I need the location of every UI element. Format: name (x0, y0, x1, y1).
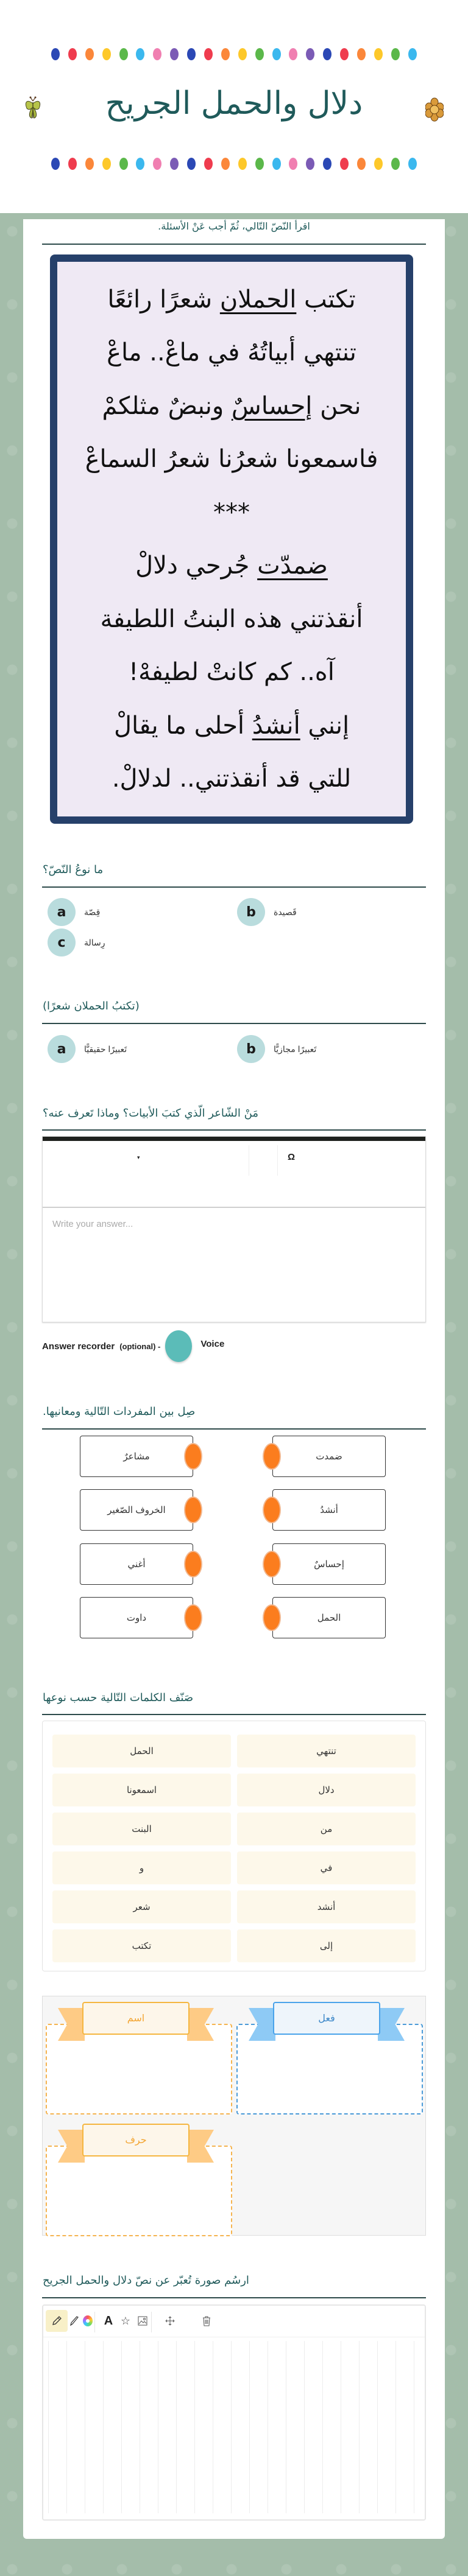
word-bank (42, 1721, 426, 1971)
poem-line (102, 391, 361, 421)
decorative-dot (187, 158, 196, 170)
match-connector-dot[interactable] (263, 1443, 281, 1470)
decorative-dot (51, 48, 60, 60)
decorative-dot (204, 48, 213, 60)
color-wheel-icon[interactable] (77, 2310, 99, 2332)
option-b[interactable] (237, 1035, 316, 1063)
poem-text-segment: تكتب (296, 285, 356, 314)
star-icon[interactable]: ☆ (120, 2314, 131, 2327)
match-connector-dot[interactable] (263, 1551, 281, 1578)
option-label: تَعبيرًا مجازيًّا (274, 1044, 317, 1054)
decorative-dot (119, 48, 128, 60)
poem-text-segment: نحن (312, 391, 361, 420)
draggable-word-tile[interactable]: أنشد (237, 1890, 416, 1923)
option-letter-badge: b (237, 898, 265, 926)
poem-text-segment: تنتهي أبياتُهُ في ماعْ.. ماعْ (107, 339, 356, 367)
divider (42, 2297, 426, 2298)
decorative-dot (255, 158, 264, 170)
poem-text-segment: آه.. كم كانتْ لطيفهْ! (129, 658, 335, 687)
poem-text-segment: أنقذتني هذه البنتُ اللطيفة (100, 605, 363, 633)
decorative-dot (255, 48, 264, 60)
category-label: فعل (273, 2002, 380, 2035)
rich-text-answer-editor[interactable] (42, 1136, 426, 1322)
poem-line (129, 658, 335, 687)
poem-text-segment: للتي قد أنقذتني.. لدلالْ. (112, 765, 352, 793)
decorative-dot (323, 48, 332, 60)
draggable-word-tile[interactable]: اسمعونا (52, 1774, 231, 1806)
recorder-label: Answer recorder (42, 1341, 115, 1352)
option-label: قَصيدة (274, 907, 297, 917)
match-meaning-card[interactable]: داوت (80, 1597, 193, 1638)
reading-instruction: اقرأ النّصّ التّالي، ثُمّ أجب عَنْ الأسئلة. (158, 220, 310, 232)
decorative-dot (306, 158, 314, 170)
decorative-dot (374, 158, 383, 170)
category-drop-area (42, 1996, 426, 2236)
category-label: حرف (82, 2124, 190, 2157)
draggable-word-tile[interactable]: من (237, 1813, 416, 1845)
record-voice-button[interactable] (165, 1330, 192, 1362)
question-text-poet: مَنْ الشّاعر الّذي كتبَ الأبيات؟ وماذا تَعرف عنه؟ (43, 1107, 258, 1120)
decorative-dot (85, 48, 94, 60)
decorative-dot (306, 48, 314, 60)
draggable-word-tile[interactable]: و (52, 1851, 231, 1884)
drawing-canvas[interactable] (48, 2341, 425, 2513)
answer-recorder (42, 1330, 224, 1362)
draggable-word-tile[interactable]: دلال (237, 1774, 416, 1806)
decorative-dot (102, 48, 111, 60)
decorative-dot (85, 158, 94, 170)
option-label: رِسالة (84, 937, 105, 947)
decorative-dot (119, 158, 128, 170)
decorative-dot (340, 158, 349, 170)
match-connector-dot[interactable] (184, 1551, 202, 1578)
divider (42, 1714, 426, 1715)
option-c[interactable] (48, 928, 105, 956)
match-connector-dot[interactable] (184, 1497, 202, 1523)
category-ribbon-verb (273, 2002, 380, 2041)
draggable-word-tile[interactable]: تنتهي (237, 1735, 416, 1767)
poem-text-segment: ونبضٌ مثلكمْ (102, 391, 232, 420)
question-text-match: صِل بين المفردات التّالية ومعانيها. (43, 1405, 196, 1418)
option-a[interactable] (48, 898, 100, 926)
trash-icon[interactable] (196, 2310, 218, 2332)
decorative-dot (153, 48, 161, 60)
decorative-dot (357, 48, 366, 60)
answer-input[interactable]: Write your answer... (52, 1219, 133, 1229)
divider (42, 886, 426, 888)
poem-line (112, 764, 351, 793)
divider (42, 1428, 426, 1430)
editor-top-bar (43, 1137, 425, 1141)
draggable-word-tile[interactable]: في (237, 1851, 416, 1884)
poem-keyword: إحساسٌ (231, 391, 313, 420)
toolbar-separator (277, 1145, 278, 1176)
match-connector-dot[interactable] (263, 1604, 281, 1631)
decorative-dot (170, 48, 179, 60)
decorative-dot (408, 48, 417, 60)
text-icon[interactable]: A (104, 2314, 113, 2328)
decorative-dot (408, 158, 417, 170)
poem-box (50, 254, 413, 824)
format-dropdown[interactable]: ▾ (137, 1154, 140, 1160)
voice-label: Voice (200, 1338, 225, 1349)
question-text-expression: (تكتبُ الحملان شعرًا) (43, 1000, 140, 1013)
decorative-dot (238, 158, 247, 170)
category-ribbon-noun (82, 2002, 190, 2041)
flower-icon (425, 97, 444, 122)
match-connector-dot[interactable] (184, 1443, 202, 1470)
decorative-dot (187, 48, 196, 60)
match-word-card[interactable]: الحمل (272, 1597, 386, 1638)
category-label: اسم (82, 2002, 190, 2035)
poem-line (135, 551, 328, 580)
editor-toolbar (43, 1141, 425, 1208)
decorative-dot (68, 48, 77, 60)
poem-keyword: ضمدّت (257, 552, 328, 580)
decorative-dot (391, 48, 400, 60)
draggable-word-tile[interactable]: إلى (237, 1929, 416, 1962)
poem-text-segment: شعرًا رائعًا (107, 285, 220, 314)
match-meaning-card[interactable]: مشاعرٌ (80, 1436, 193, 1477)
option-b[interactable] (237, 898, 297, 926)
poem-line (213, 498, 250, 527)
option-label: قِصّة (84, 907, 101, 917)
drawing-board[interactable] (42, 2304, 426, 2521)
poem-text-segment: *** (213, 498, 250, 527)
category-ribbon-particle (82, 2124, 190, 2163)
draggable-word-tile[interactable]: شعر (52, 1890, 231, 1923)
option-letter-badge: c (48, 928, 76, 956)
decorative-dot (170, 158, 179, 170)
worksheet-title: دلال والحمل الجريح (105, 85, 363, 122)
poem-line (100, 605, 363, 634)
decorative-dot (51, 158, 60, 170)
draggable-word-tile[interactable]: البنت (52, 1813, 231, 1845)
decorative-dot (374, 48, 383, 60)
toolbar-separator (94, 2312, 95, 2332)
question-text-type: ما نوعُ النّصّ؟ (43, 863, 104, 876)
poem-keyword: أنشدُ (252, 711, 300, 740)
divider (42, 1129, 426, 1131)
decorative-dot (153, 158, 161, 170)
decorative-dot (204, 158, 213, 170)
divider (42, 244, 426, 245)
option-letter-badge: b (237, 1035, 265, 1063)
decorative-dot (391, 158, 400, 170)
match-connector-dot[interactable] (263, 1497, 281, 1523)
drawing-toolbar (43, 2306, 425, 2337)
decorative-dot (238, 48, 247, 60)
decorative-dot (68, 158, 77, 170)
poem-keyword: الحملان (219, 285, 297, 314)
match-word-card[interactable]: أنشدُ (272, 1489, 386, 1531)
poem-text-segment: أحلى ما يقالْ (113, 711, 252, 740)
toolbar-separator (151, 2312, 152, 2332)
match-connector-dot[interactable] (184, 1604, 202, 1631)
poem-line (107, 338, 356, 367)
match-meaning-card[interactable]: الخروف الصّغير (80, 1489, 193, 1531)
match-meaning-card[interactable]: أغني (80, 1543, 193, 1585)
worksheet-header (0, 0, 468, 213)
decorative-dot (272, 48, 281, 60)
recorder-optional-label: (optional) - (119, 1341, 161, 1351)
poem-text-segment: جُرحي دلالْ (135, 552, 258, 580)
decorative-dot (102, 158, 111, 170)
option-letter-badge: a (48, 898, 76, 926)
poem-text-segment: فاسمعونا شعرُنا شعرُ السماعْ (85, 445, 378, 474)
decorative-dot (272, 158, 281, 170)
draggable-word-tile[interactable]: الحمل (52, 1735, 231, 1767)
match-word-card[interactable]: إحساسٌ (272, 1543, 386, 1585)
option-a[interactable] (48, 1035, 127, 1063)
decorative-dot (221, 48, 230, 60)
option-label: تَعبيرًا حقيقيًّا (84, 1044, 127, 1054)
decorative-dot (357, 158, 366, 170)
decorative-dot (136, 158, 144, 170)
option-letter-badge: a (48, 1035, 76, 1063)
special-character-button[interactable]: Ω (288, 1152, 296, 1162)
decorative-dot (221, 158, 230, 170)
move-icon[interactable] (159, 2310, 181, 2332)
question-text-classify: صَنّف الكلمات التّالية حسب نوعها (43, 1691, 194, 1704)
question-text-draw: ارسُم صورة تُعبّر عن نصّ دلال والحمل الجريح (43, 2274, 249, 2287)
poem-line (107, 285, 355, 314)
divider (42, 1023, 426, 1024)
decorative-dots-bottom (51, 157, 417, 170)
decorative-dots-top (51, 47, 417, 61)
decorative-dot (289, 158, 297, 170)
poem-text-segment: إنني (300, 711, 350, 740)
poem-line (114, 711, 349, 740)
decorative-dot (136, 48, 144, 60)
match-word-card[interactable]: ضمدت (272, 1436, 386, 1477)
draggable-word-tile[interactable]: تكتب (52, 1929, 231, 1962)
decorative-dot (340, 48, 349, 60)
decorative-dot (323, 158, 332, 170)
decorative-dot (289, 48, 297, 60)
image-icon[interactable] (132, 2310, 154, 2332)
poem-text (57, 262, 406, 816)
poem-line (85, 444, 378, 474)
